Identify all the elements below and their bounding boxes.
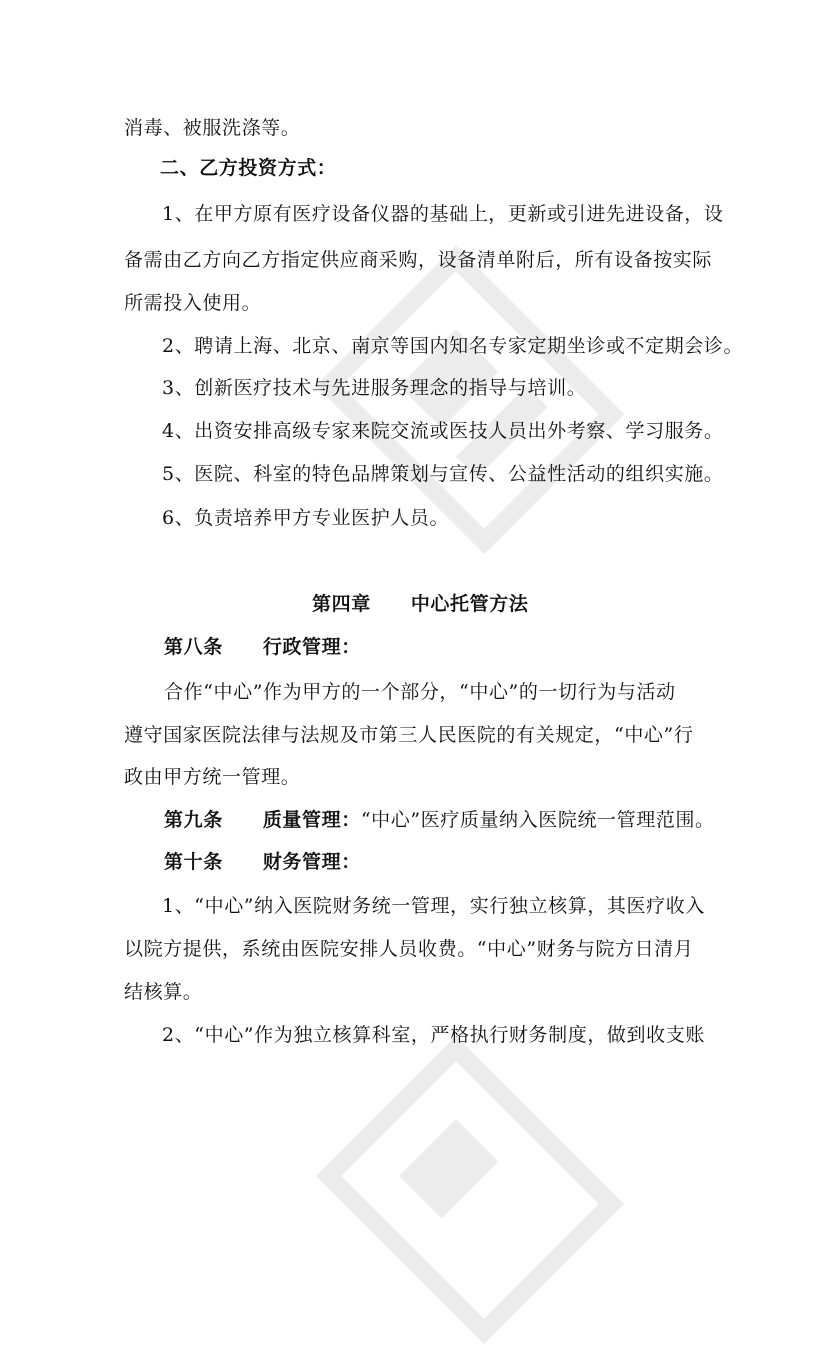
article-title: 财务管理：: [262, 851, 361, 873]
paragraph-line: 备需由乙方向乙方指定供应商采购，设备清单附后，所有设备按实际: [124, 249, 713, 271]
article-title: 行政管理：: [262, 636, 361, 658]
paragraph-line: 所需投入使用。: [124, 292, 262, 314]
paragraph-line: 消毒、被服洗涤等。: [124, 117, 301, 139]
article-label: 第十条: [164, 851, 223, 873]
paragraph-line: 6、负责培养甲方专业医护人员。: [162, 507, 450, 529]
article-label: 第八条: [164, 636, 223, 658]
paragraph-line: 4、出资安排高级专家来院交流或医技人员出外考察、学习服务。: [162, 420, 724, 442]
paragraph-line: 1、在甲方原有医疗设备仪器的基础上，更新或引进先进设备，设: [162, 203, 724, 225]
paragraph-line: 2、聘请上海、北京、南京等国内知名专家定期坐诊或不定期会诊。: [162, 335, 744, 357]
article-text: “中心”医疗质量纳入医院统一管理范围。: [360, 809, 715, 831]
chapter-title: 中心托管方法: [410, 593, 529, 615]
paragraph-line: 2、“中心”作为独立核算科室，严格执行财务制度，做到收支账: [162, 1024, 705, 1046]
article-label: 第九条: [164, 809, 223, 831]
paragraph-line: 3、创新医疗技术与先进服务理念的指导与培训。: [162, 377, 587, 399]
article-heading: [164, 850, 830, 874]
chapter-label: 第四章: [312, 593, 371, 615]
paragraph-line: 合作“中心”作为甲方的一个部分，“中心”的一切行为与活动: [164, 681, 676, 703]
paragraph-line: 1、“中心”纳入医院财务统一管理，实行独立核算，其医疗收入: [162, 895, 705, 917]
chapter-heading: [312, 592, 830, 616]
watermark-graphic: [300, 1020, 639, 1359]
paragraph-line: 遵守国家医院法律与法规及市第三人民医院的有关规定，“中心”行: [124, 724, 694, 746]
section-heading: 二、乙方投资方式：: [160, 157, 337, 179]
article-title: 质量管理：: [262, 809, 361, 831]
article-heading: [164, 635, 830, 659]
paragraph-line: 以院方提供，系统由医院安排人员收费。“中心”财务与院方日清月: [124, 938, 694, 960]
paragraph-line: 5、医院、科室的特色品牌策划与宣传、公益性活动的组织实施。: [162, 463, 724, 485]
paragraph-line: 政由甲方统一管理。: [124, 766, 301, 788]
article-heading: [164, 808, 830, 832]
paragraph-line: 结核算。: [124, 981, 203, 1003]
